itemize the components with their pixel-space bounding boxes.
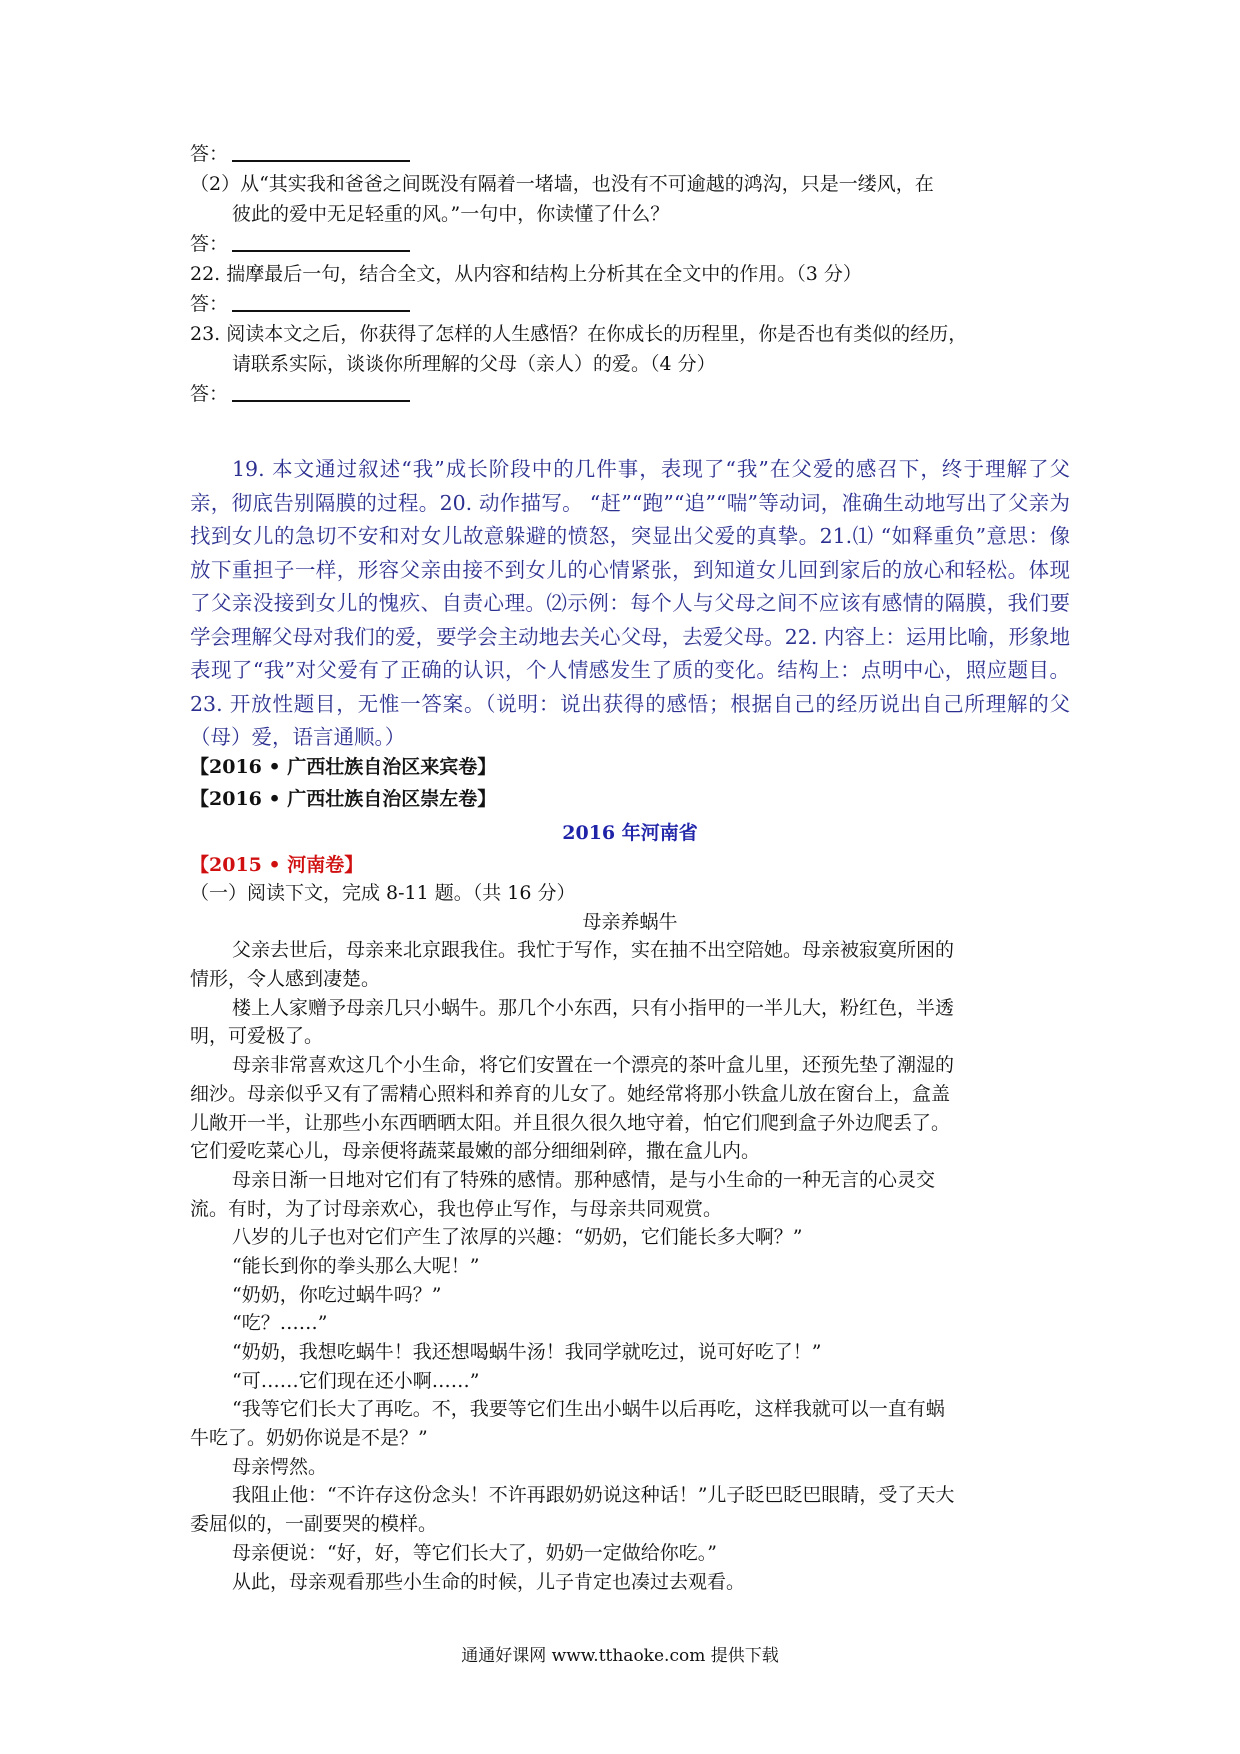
paragraph-line: 细沙。母亲似乎又有了需精心照料和养育的儿女了。她经常将那小铁盒儿放在窗台上，盒盖 xyxy=(190,1082,951,1105)
question-21-2-cont: 彼此的爱中无足轻重的风。”一句中，你读懂了什么？ xyxy=(232,203,670,225)
paragraph-line: 儿敞开一半，让那些小东西晒晒太阳。并且很久很久地守着，怕它们爬到盒子外边爬丢了。 xyxy=(190,1111,951,1134)
page-footer: 通通好课网 www.tthaoke.com 提供下载 xyxy=(461,1646,779,1666)
question-22: 22. 揣摩最后一句，结合全文，从内容和结构上分析其在全文中的作用。（3 分） xyxy=(190,263,862,285)
answer-label: 答： xyxy=(190,233,229,255)
paragraph-line: 我阻止他：“不许存这份念头！不许再跟奶奶说这种话！”儿子眨巴眨巴眼睛，受了天大 xyxy=(232,1484,955,1507)
answer-line xyxy=(190,289,1070,319)
paragraph-line: “奶奶，我想吃蜗牛！我还想喝蜗牛汤！我同学就吃过，说可好吃了！” xyxy=(232,1341,822,1363)
paragraph-line: 母亲日渐一日地对它们有了特殊的感情。那种感情，是与小生命的一种无言的心灵交 xyxy=(232,1168,936,1191)
answer-blank xyxy=(232,380,410,402)
reading-passage xyxy=(190,879,1070,1596)
question-21-2: （2）从“其实我和爸爸之间既没有隔着一堵墙，也没有不可逾越的鸿沟，只是一缕风，在 xyxy=(190,173,934,195)
paragraph-line: 明，可爱极了。 xyxy=(190,1025,324,1048)
answer-blank xyxy=(232,230,410,252)
paragraph-line: “能长到你的拳头那么大呢！” xyxy=(232,1254,480,1277)
answer-line xyxy=(190,139,1070,169)
paragraph-line: 委屈似的，一副要哭的模样。 xyxy=(190,1513,438,1536)
paragraph-line: 母亲愕然。 xyxy=(232,1455,328,1478)
paragraph-line: 父亲去世后，母亲来北京跟我住。我忙于写作，实在抽不出空陪她。母亲被寂寞所困的 xyxy=(232,939,955,962)
answer-blank xyxy=(232,140,410,162)
answer-label: 答： xyxy=(190,293,229,315)
paragraph-line: 八岁的儿子也对它们产生了浓厚的兴趣：“奶奶，它们能长多大啊？” xyxy=(232,1226,803,1249)
paragraph-line: “我等它们长大了再吃。不，我要等它们生出小蜗牛以后再吃，这样我就可以一直有蜗 xyxy=(232,1398,945,1421)
paragraph-line: 情形，令人感到凄楚。 xyxy=(190,968,381,991)
paragraph-line: 母亲便说：“好，好，等它们长大了，奶奶一定做给你吃。” xyxy=(232,1541,717,1564)
answer-label: 答： xyxy=(190,383,229,405)
paragraph-line: 牛吃了。奶奶你说是不是？” xyxy=(190,1427,428,1450)
paragraph-line: “吃？……” xyxy=(232,1312,328,1335)
answer-key: 19. 本文通过叙述“我”成长阶段中的几件事，表现了“我”在父爱的感召下，终于理解了父亲，彻底告别隔膜的过程。20. 动作描写。 “赶”“跑”“追”“喘”等动词，准确生动地写出了父亲为找到女儿的急切不安和对女儿故意躲避的愤怒，突显出父爱的真挚。21.⑴ “如释重负”意思：像放下重担子一样，形容父亲由接不到女儿的心情紧张，到知道女儿回到家后的放心和轻松。体现了父亲没接到女儿的愧疚、自责心理。⑵示例：每个人与父母之间不应该有感情的隔膜，我们要学会理解父母对我们的爱，要学会主动地去关心父母，去爱父母。22. 内容上：运用比喻，形象地表现了“我”对父爱有了正确的认识，个人情感发生了质的变化。结构上：点明中心，照应题目。23. 开放性题目，无惟一答案。（说明：说出获得的感悟；根据自己的经历说出自己所理解的父（母）爱，语言通顺。） xyxy=(190,457,1070,749)
section-chongzuo: 【2016 • 广西壮族自治区崇左卷】 xyxy=(190,788,497,810)
section-henan-2015: 【2015 • 河南卷】 xyxy=(190,854,364,876)
answer-label: 答： xyxy=(190,143,229,165)
answer-blank xyxy=(232,290,410,312)
section-laibin: 【2016 • 广西壮族自治区来宾卷】 xyxy=(190,756,497,778)
paragraph-line: 它们爱吃菜心儿，母亲便将蔬菜最嫩的部分细细剁碎，撒在盒儿内。 xyxy=(190,1140,761,1163)
paragraph-line: 从此，母亲观看那些小生命的时候，儿子肯定也凑过去观看。 xyxy=(232,1570,746,1593)
paragraph-line: 楼上人家赠予母亲几只小蜗牛。那几个小东西，只有小指甲的一半儿大，粉红色，半透 xyxy=(232,996,955,1019)
paragraph-line: 流。有时，为了讨母亲欢心，我也停止写作，与母亲共同观赏。 xyxy=(190,1197,723,1220)
answer-line xyxy=(190,379,1070,409)
paragraph-line: 母亲非常喜欢这几个小生命，将它们安置在一个漂亮的茶叶盒儿里，还预先垫了潮湿的 xyxy=(232,1054,955,1077)
paragraph-line: “可……它们现在还小啊……” xyxy=(232,1369,480,1392)
question-23: 23. 阅读本文之后，你获得了怎样的人生感悟？在你成长的历程里，你是否也有类似的经历， xyxy=(190,323,968,345)
story-title: 母亲养蜗牛 xyxy=(582,910,678,933)
reading-instruction: （一）阅读下文，完成 8-11 题。（共 16 分） xyxy=(190,882,576,904)
paragraph-line: “奶奶，你吃过蜗牛吗？” xyxy=(232,1283,442,1306)
henan-title: 2016 年河南省 xyxy=(562,822,698,844)
question-23-cont: 请联系实际，谈谈你所理解的父母（亲人）的爱。（4 分） xyxy=(232,353,716,375)
answer-line xyxy=(190,229,1070,259)
question-block xyxy=(190,139,1070,409)
